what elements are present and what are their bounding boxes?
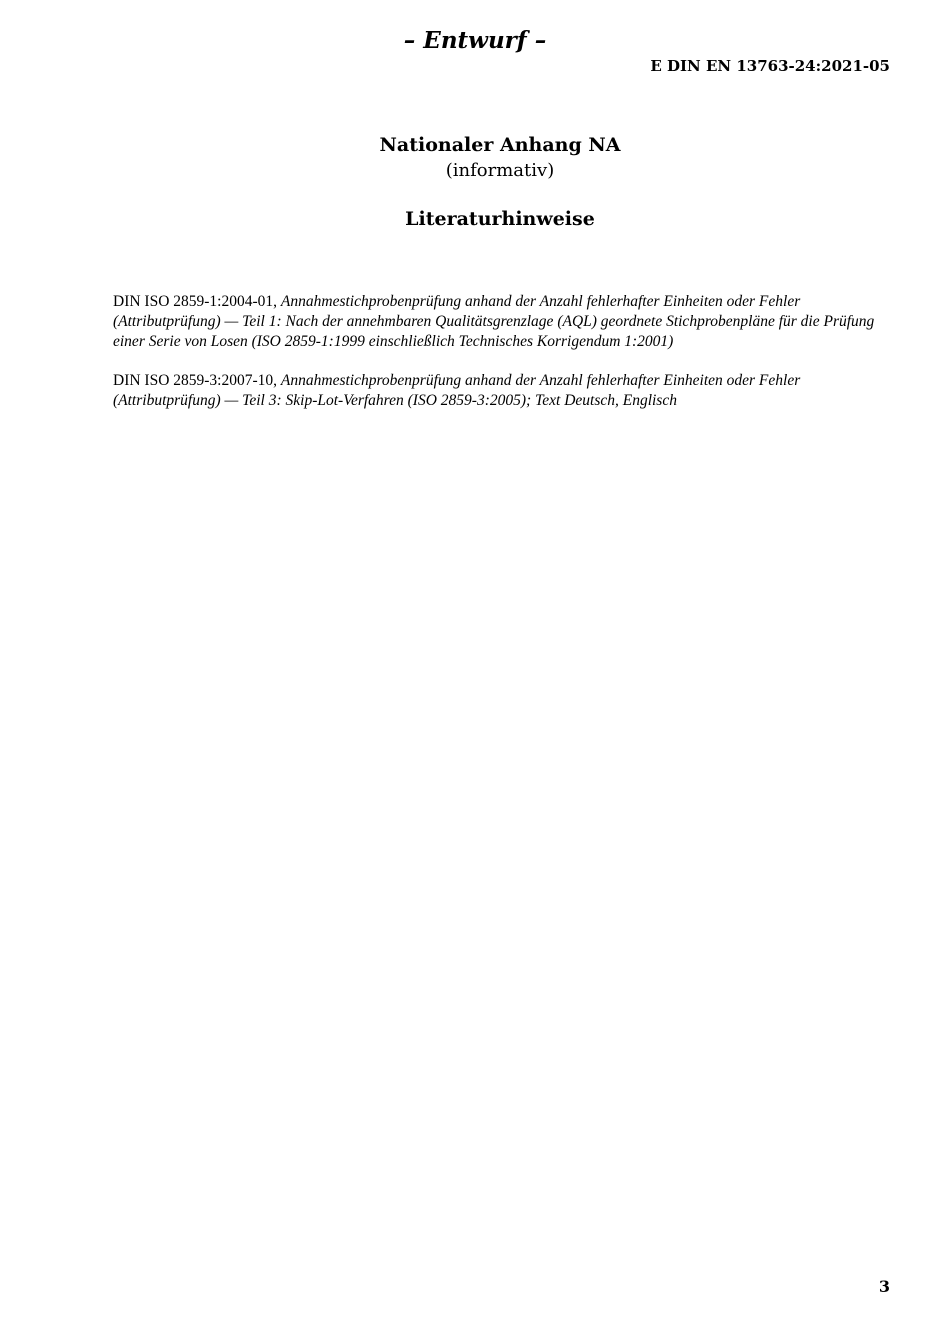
reference-designation: DIN ISO 2859-1:2004-01,	[113, 293, 281, 310]
reference-title: Annahmestichprobenprüfung anhand der Anzahl fehlerhafter Einheiten oder Fehler (Attributprüfung) — Teil 1: Nach der annehmbaren Qualitätsgrenzlage (AQL) geordnete Stichprobenpläne für die Prüfung einer Serie von Losen (ISO 2859-1:1999 einschließlich Technisches Korrigendum 1:2001)	[113, 293, 875, 350]
reference-designation: DIN ISO 2859-3:2007-10,	[113, 372, 281, 389]
page-number: 3	[878, 1277, 890, 1296]
annex-subtitle: (informativ)	[445, 160, 555, 181]
draft-mark: – Entwurf –	[403, 27, 547, 54]
reference-item	[113, 292, 891, 352]
reference-item	[113, 371, 891, 411]
annex-title: Nationaler Anhang NA	[379, 134, 621, 156]
section-title: Literaturhinweise	[405, 208, 595, 230]
reference-title: Annahmestichprobenprüfung anhand der Anzahl fehlerhafter Einheiten oder Fehler (Attributprüfung) — Teil 3: Skip-Lot-Verfahren (ISO 2859-3:2005); Text Deutsch, Englisch	[113, 372, 801, 409]
reference-list	[113, 292, 891, 430]
document-number: E DIN EN 13763-24:2021-05	[650, 57, 890, 75]
